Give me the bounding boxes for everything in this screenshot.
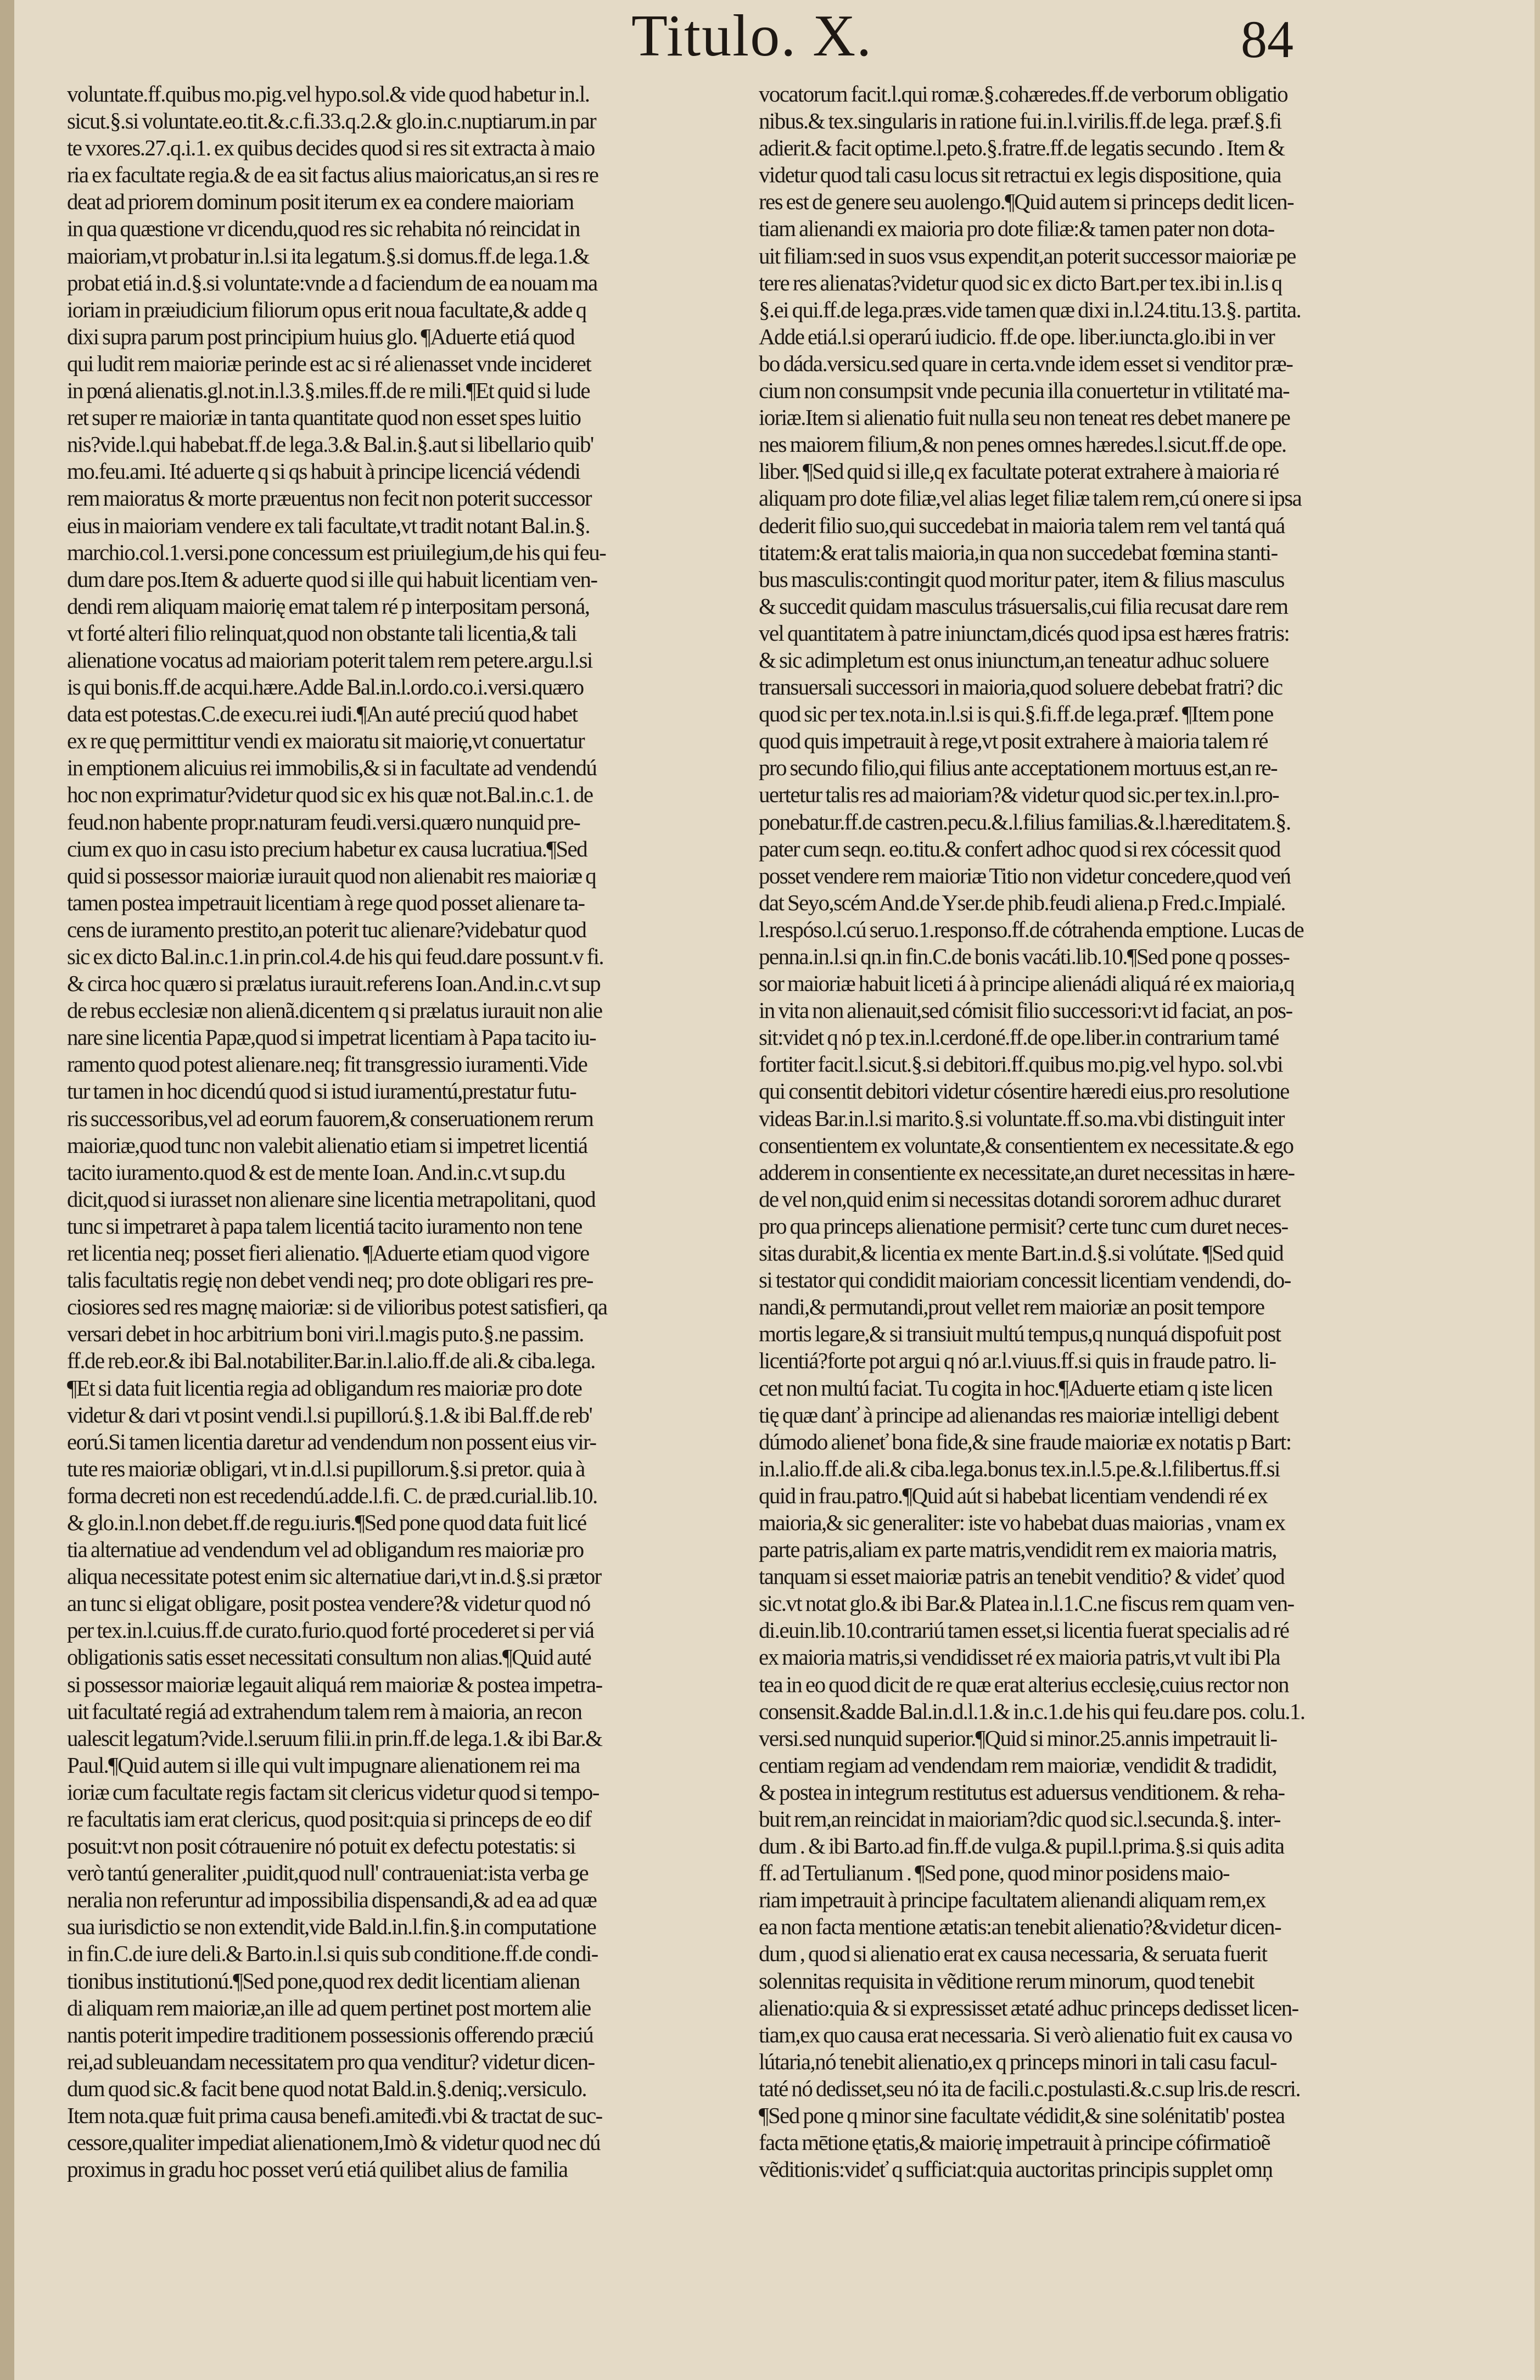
text-line: ex maioria matris,si vendidisset ré ex maioria patris,vt vult ibi Pla <box>759 1644 1280 1670</box>
text-line: adierit.& facit optime.l.peto.§.fratre.ff.de legatis secundo . Item & <box>759 135 1285 161</box>
text-line: & postea in integrum restitutus est aduersus venditionem. & reha- <box>759 1779 1285 1805</box>
text-line: nandi,& permutandi,prout vellet rem maioriæ an posit tempore <box>759 1294 1264 1320</box>
text-line: de vel non,quid enim si necessitas dotandi sororem adhuc duraret <box>759 1186 1280 1212</box>
text-line: uit facultaté regiá ad extrahendum talem rem à maioria, an recon <box>67 1698 582 1724</box>
text-line: ioriam in præiudicium filiorum opus erit noua facultate,& adde q <box>67 296 586 322</box>
text-line: di.euin.lib.10.contrariú tamen esset,si licentia fuerat specialis ad ré <box>759 1617 1289 1643</box>
text-line: qui ludit rem maioriæ perinde est ac si ré alienasset vnde incideret <box>67 350 591 376</box>
text-line: sic ex dicto Bal.in.c.1.in prin.col.4.de his qui feud.dare possunt.v fi. <box>67 944 604 969</box>
text-line: l.respóso.l.cú seruo.1.responso.ff.de cótrahenda emptione. Lucas de <box>759 916 1304 942</box>
text-line: posset vendere rem maioriæ Titio non videtur concedere,quod veń <box>759 863 1291 888</box>
text-line: Paul.¶Quid autem si ille qui vult impugnare alienationem rei ma <box>67 1752 580 1778</box>
text-line: cens de iuramento prestito,an poterit tuc alienare?videbatur quod <box>67 916 586 942</box>
text-line: ff.de reb.eor.& ibi Bal.notabiliter.Bar.in.l.alio.ff.de ali.& ciba.lega. <box>67 1348 595 1374</box>
text-line: in fin.C.de iure deli.& Barto.in.l.si quis sub conditione.ff.de condi- <box>67 1941 598 1967</box>
text-line: in.l.alio.ff.de ali.& ciba.lega.bonus tex.in.l.5.pe.&.l.filibertus.ff.si <box>759 1455 1280 1481</box>
text-line: de rebus ecclesiæ non alienã.dicentem q si prælatus iurauit non alie <box>67 998 602 1023</box>
text-column-left <box>67 81 731 2183</box>
text-line: bo dáda.versicu.sed quare in certa.vnde idem esset si venditor præ- <box>759 350 1293 376</box>
text-line: data est potestas.C.de execu.rei iudi.¶An auté preciú quod habet <box>67 701 578 727</box>
text-line: parte patris,aliam ex parte matris,vendidit rem ex maioria matris, <box>759 1537 1276 1563</box>
text-line: titatem:& erat talis maioria,in qua non succedebat fœmina stanti- <box>759 539 1278 565</box>
text-line: rem maioratus & morte præuentus non fecit non poterit successor <box>67 485 591 511</box>
text-line: cium ex quo in casu isto precium habetur ex causa lucratiua.¶Sed <box>67 836 587 861</box>
text-line: liber. ¶Sed quid si ille,q ex facultate poterat extrahere à maioria ré <box>759 458 1279 484</box>
text-line: dendi rem aliquam maiorię emat talem ré p interpositam personá, <box>67 593 590 619</box>
text-line: sua iurisdictio se non extendit,vide Bald.in.l.fin.§.in computatione <box>67 1914 596 1940</box>
text-line: is qui bonis.ff.de acqui.hære.Adde Bal.in.l.ordo.co.i.versi.quæro <box>67 674 584 700</box>
text-line: si possessor maioriæ legauit aliquá rem maioriæ & postea impetra- <box>67 1671 602 1697</box>
text-line: ea non facta mentione ætatis:an tenebit alienatio?&videtur dicen- <box>759 1914 1281 1940</box>
text-line: eius in maioriam vendere ex tali facultate,vt tradit notant Bal.in.§. <box>67 512 590 538</box>
text-line: verò tantú generaliter ,puidit,quod null' contraueniat:ista verba ge <box>67 1860 589 1886</box>
text-line: pater cum seqn. eo.titu.& confert adhoc quod si rex cócessit quod <box>759 836 1280 861</box>
text-line: fortiter facit.l.sicut.§.si debitori.ff.quibus mo.pig.vel hypo. sol.vbi <box>759 1051 1283 1077</box>
text-line: sor maioriæ habuit liceti á à principe alienádi aliquá ré ex maioria,q <box>759 971 1294 996</box>
text-line: obligationis satis esset necessitati consultum non alias.¶Quid auté <box>67 1644 591 1670</box>
text-line: sic.vt notat glo.& ibi Bar.& Platea in.l.1.C.ne fiscus rem quam ven- <box>759 1591 1294 1616</box>
binding-edge <box>0 0 14 2380</box>
text-line: ¶Sed pone q minor sine facultate védidit,& sine solénitatib' postea <box>759 2103 1285 2129</box>
text-line: penna.in.l.si qn.in fin.C.de bonis vacáti.lib.10.¶Sed pone q posses- <box>759 944 1290 969</box>
text-line: nare sine licentia Papæ,quod si impetrat licentiam à Papa tacito iu- <box>67 1024 596 1050</box>
text-line: tacito iuramento.quod & est de mente Ioan. And.in.c.vt sup.du <box>67 1159 565 1185</box>
text-line: ualescit legatum?vide.l.seruum filii.in prin.ff.de lega.1.& ibi Bar.& <box>67 1725 602 1751</box>
text-line: mo.feu.ami. Ité aduerte q si qs habuit à principe licenciá védendi <box>67 458 580 484</box>
text-line: uit filiam:sed in suos vsus expendit,an poterit successor maioriæ pe <box>759 243 1296 268</box>
text-line: dúmodo alieneť bona fide,& sine fraude maioriæ ex notatis p Bart: <box>759 1429 1291 1454</box>
running-title: Titulo. X. <box>631 3 873 69</box>
text-line: nes maiorem filium,& non penes omnes hæredes.l.sicut.ff.de ope. <box>759 432 1286 457</box>
page-header <box>631 3 1455 69</box>
text-line: consentientem ex voluntate,& consentientem ex necessitate.& ego <box>759 1132 1293 1158</box>
text-line: si testator qui condidit maioriam concessit licentiam vendendi, do- <box>759 1267 1291 1293</box>
text-line: ria ex facultate regia.& de ea sit factus alius maioricatus,an si res re <box>67 162 598 188</box>
text-line: tiam,ex quo causa erat necessaria. Si verò alienatio fuit ex causa vo <box>759 2021 1292 2047</box>
text-line: deat ad priorem dominum posit iterum ex ea condere maioriam <box>67 189 574 215</box>
text-line: alienatione vocatus ad maioriam poterit talem rem petere.argu.l.si <box>67 647 592 673</box>
text-line: forma decreti non est recedendú.adde.l.fi. C. de præd.curial.lib.10. <box>67 1482 597 1508</box>
text-line: ff. ad Tertulianum . ¶Sed pone, quod minor posidens maio- <box>759 1860 1229 1886</box>
text-line: tea in eo quod dicit de re quæ erat alterius ecclesię,cuius rector non <box>759 1671 1289 1697</box>
text-line: tunc si impetraret à papa talem licentiá tacito iuramento non tene <box>67 1213 582 1239</box>
text-line: quod sic per tex.nota.in.l.si is qui.§.fi.ff.de lega.præf. ¶Item pone <box>759 701 1273 727</box>
text-line: pro qua princeps alienatione permisit? certe tunc cum duret neces- <box>759 1213 1288 1239</box>
text-line: tiam alienandi ex maioria pro dote filiæ:& tamen pater non dota- <box>759 216 1274 242</box>
text-line: ris successoribus,vel ad eorum fauorem,& conseruationem rerum <box>67 1105 593 1131</box>
text-line: tute res maioriæ obligari, vt in.d.l.si pupillorum.§.si pretor. quia à <box>67 1455 585 1481</box>
text-line: versari debet in hoc arbitrium boni viri.l.magis puto.§.ne passim. <box>67 1321 584 1347</box>
text-line: tur tamen in hoc dicendú quod si istud iuramentú,prestatur futu- <box>67 1078 576 1104</box>
text-line: bus masculis:contingit quod moritur pater, item & filius masculus <box>759 566 1284 592</box>
text-line: res est de genere seu auolengo.¶Quid autem si princeps dedit licen- <box>759 189 1294 215</box>
text-line: vel quantitatem à patre iniunctam,dicés quod ipsa est hæres fratris: <box>759 620 1290 646</box>
text-line: maioriam,vt probatur in.l.si ita legatum.§.si domus.ff.de lega.1.& <box>67 243 589 268</box>
text-line: tamen postea impetrauit licentiam à rege quod posset alienare ta- <box>67 889 585 915</box>
text-line: hoc non exprimatur?videtur quod sic ex his quæ not.Bal.in.c.1. de <box>67 782 593 808</box>
text-line: in vita non alienauit,sed cómisit filio successori:vt id faciat, an pos- <box>759 998 1292 1023</box>
text-line: sicut.§.si voluntate.eo.tit.&.c.fi.33.q.2.& glo.in.c.nuptiarum.in par <box>67 108 596 134</box>
text-line: tanquam si esset maioriæ patris an tenebit venditio? & videť quod <box>759 1564 1285 1589</box>
text-line: rei,ad subleuandam necessitatem pro qua venditur? videtur dicen- <box>67 2048 595 2074</box>
text-line: tionibus institutionú.¶Sed pone,quod rex dedit licentiam alienan <box>67 1968 580 1993</box>
text-line: lútaria,nó tenebit alienatio,ex q princeps minori in tali casu facul- <box>759 2048 1276 2074</box>
text-line: mortis legare,& si transiuit multú tempus,q nunquá dispofuit post <box>759 1321 1281 1347</box>
text-line: eorú.Si tamen licentia daretur ad vendendum non possent eius vir- <box>67 1429 596 1454</box>
text-line: sit:videt q nó p tex.in.l.cerdoné.ff.de ope.liber.in contrarium tamé <box>759 1024 1279 1050</box>
text-line: versi.sed nunquid superior.¶Quid si minor.25.annis impetrauit li- <box>759 1725 1277 1751</box>
text-line: vẽditionis:videť q sufficiat:quia auctoritas principis supplet omņ <box>759 2157 1273 2182</box>
text-line: re facultatis iam erat clericus, quod posit:quia si princeps de eo dif <box>67 1806 591 1832</box>
text-line: uertetur talis res ad maioriam?& videtur quod sic.per tex.in.l.pro- <box>759 782 1279 808</box>
text-line: tia alternatiue ad vendendum vel ad obligandum res maioriæ pro <box>67 1537 584 1563</box>
text-line: voluntate.ff.quibus mo.pig.vel hypo.sol.& vide quod habetur in.l. <box>67 81 590 107</box>
text-line: ciosiores sed res magnę maioriæ: si de vilioribus potest satisfieri, qa <box>67 1294 607 1320</box>
text-line: & circa hoc quæro si prælatus iurauit.referens Ioan.And.in.c.vt sup <box>67 971 600 996</box>
text-line: an tunc si eligat obligare, posit postea vendere?& videtur quod nó <box>67 1591 590 1616</box>
text-line: aliquam pro dote filiæ,vel alias leget filiæ talem rem,cú onere si ipsa <box>759 485 1302 511</box>
text-line: tere res alienatas?videtur quod sic ex dicto Bart.per tex.ibi in.l.is q <box>759 270 1282 295</box>
text-line: tię quæ danť à principe ad alienandas res maioriæ intelligi debent <box>759 1402 1279 1427</box>
text-line: nis?vide.l.qui habebat.ff.de lega.3.& Bal.in.§.aut si libellario quib' <box>67 432 593 457</box>
text-line: Item nota.quæ fuit prima causa benefi.amiteđi.vbi & tractat de suc- <box>67 2103 602 2129</box>
page-edge <box>1535 0 1540 2380</box>
text-line: sitas durabit,& licentia ex mente Bart.in.d.§.si volútate. ¶Sed quid <box>759 1240 1284 1266</box>
text-line: ret licentia neq; posset fieri alienatio. ¶Aduerte etiam quod vigore <box>67 1240 589 1266</box>
text-line: te vxores.27.q.i.1. ex quibus decides quod si res sit extracta à maio <box>67 135 595 161</box>
text-line: maioriæ,quod tunc non valebit alienatio etiam si impetret licentiá <box>67 1132 587 1158</box>
text-line: aliqua necessitate potest enim sic alternatiue dari,vt in.d.§.si prætor <box>67 1564 601 1589</box>
text-line: solennitas requisita in vẽditione rerum minorum, quod tenebit <box>759 1968 1254 1993</box>
text-line: transuersali successori in maioria,quod soluere debebat fratri? dic <box>759 674 1283 700</box>
text-line: posuit:vt non posit cótrauenire nó potuit ex defectu potestatis: si <box>67 1833 575 1859</box>
text-line: per tex.in.l.cuius.ff.de curato.furio.quod forté procederet si per viá <box>67 1617 594 1643</box>
text-line: centiam regiam ad vendendam rem maioriæ, vendidit & tradidit, <box>759 1752 1276 1778</box>
text-line: videtur & dari vt posint vendi.l.si pupillorú.§.1.& ibi Bal.ff.de reb' <box>67 1402 592 1427</box>
text-line: neralia non referuntur ad impossibilia dispensandi,& ad ea ad quæ <box>67 1887 597 1913</box>
text-line: quid si possessor maioriæ iurauit quod non alienabit res maioriæ q <box>67 863 596 888</box>
text-line: dum quod sic.& facit bene quod notat Bald.in.§.deniq;.versiculo. <box>67 2075 586 2101</box>
text-line: dixi supra parum post principium huius glo. ¶Aduerte etiá quod <box>67 323 574 349</box>
text-line: licentiá?forte pot argui q nó ar.l.viuus.ff.si quis in fraude patro. li- <box>759 1348 1276 1374</box>
text-line: dum , quod si alienatio erat ex causa necessaria, & seruata fuerit <box>759 1941 1267 1967</box>
text-line: pro secundo filio,qui filius ante acceptationem mortuus est,an re- <box>759 755 1278 781</box>
text-line: marchio.col.1.versi.pone concessum est priuilegium,de his qui feu- <box>67 539 606 565</box>
text-line: qui consentit debitori videtur cósentire hæredi eius.pro resolutione <box>759 1078 1289 1104</box>
text-line: riam impetrauit à principe facultatem alienandi aliquam rem,ex <box>759 1887 1265 1913</box>
text-line: maioria,& sic generaliter: iste vo habebat duas maiorias , vnam ex <box>759 1509 1285 1535</box>
text-line: dat Seyo,scém And.de Yser.de phib.feudi aliena.p Fred.c.Impialé. <box>759 889 1285 915</box>
text-line: nantis poterit impedire traditionem possessionis offerendo præciú <box>67 2021 593 2047</box>
text-line: quod quis impetrauit à rege,vt posit extrahere à maioria talem ré <box>759 728 1268 754</box>
text-line: proximus in gradu hoc posset verú etiá quilibet alius de familia <box>67 2157 568 2182</box>
text-line: dum dare pos.Item & aduerte quod si ille qui habuit licentiam ven- <box>67 566 597 592</box>
text-line: probat etiá in.d.§.si voluntate:vnde a d faciendum de ea nouam ma <box>67 270 597 295</box>
text-line: cessore,qualiter impediat alienationem,Imò & videtur quod nec dú <box>67 2130 600 2155</box>
text-line: ramento quod potest alienare.neq; fit transgressio iuramenti.Vide <box>67 1051 587 1077</box>
text-line: Adde etiá.l.si operarú iudicio. ff.de ope. liber.iuncta.glo.ibi in ver <box>759 323 1275 349</box>
text-line: ioriæ.Item si alienatio fuit nulla seu non teneat res debet manere pe <box>759 405 1290 430</box>
text-line: in emptionem alicuius rei immobilis,& si in facultate ad vendendú <box>67 755 597 781</box>
folio-number: 84 <box>1241 10 1293 69</box>
text-line: feud.non habente propr.naturam feudi.versi.quæro nunquid pre- <box>67 809 580 835</box>
text-column-right <box>759 81 1418 2183</box>
text-line: dicit,quod si iurasset non alienare sine licentia metrapolitani, quod <box>67 1186 596 1212</box>
text-line: ex re quę permittitur vendi ex maioratu sit maiorię,vt conuertatur <box>67 728 585 754</box>
text-line: taté nó dedisset,seu nó ita de facili.c.postulasti.&.c.sup lris.de rescri. <box>759 2075 1300 2101</box>
text-line: ponebatur.ff.de castren.pecu.&.l.filius familias.&.l.hæreditatem.§. <box>759 809 1291 835</box>
text-line: vt forté alteri filio relinquat,quod non obstante tali licentia,& tali <box>67 620 576 646</box>
text-line: & sic adimpletum est onus iniunctum,an teneatur adhuc soluere <box>759 647 1269 673</box>
text-line: nibus.& tex.singularis in ratione fui.in.l.virilis.ff.de lega. præf.§.fi <box>759 108 1281 134</box>
text-line: alienatio:quia & si expressisset ætaté adhuc princeps dedisset licen- <box>759 1995 1298 2020</box>
text-line: in pœná alienatis.gl.not.in.l.3.§.miles.ff.de re mili.¶Et quid si lude <box>67 378 590 404</box>
text-line: vocatorum facit.l.qui romæ.§.cohæredes.ff.de verborum obligatio <box>759 81 1288 107</box>
text-line: buit rem,an reincidat in maioriam?dic quod sic.l.secunda.§. inter- <box>759 1806 1280 1832</box>
text-line: §.ei qui.ff.de lega.præs.vide tamen quæ dixi in.l.24.titu.13.§. partita. <box>759 296 1301 322</box>
text-line: in qua quæstione vr dicendu,quod res sic rehabita nó reincidat in <box>67 216 580 242</box>
text-line: dederit filio suo,qui succedebat in maioria talem rem vel tantá quá <box>759 512 1285 538</box>
text-line: ¶Et si data fuit licentia regia ad obligandum res maioriæ pro dote <box>67 1375 582 1401</box>
text-line: cet non multú faciat. Tu cogita in hoc.¶Aduerte etiam q iste licen <box>759 1375 1273 1401</box>
text-line: & succedit quidam masculus trásuersalis,cui filia recusat dare rem <box>759 593 1288 619</box>
text-line: quid in frau.patro.¶Quid aút si habebat licentiam vendendi ré ex <box>759 1482 1268 1508</box>
text-line: ret super re maioriæ in tanta quantitate quod non esset spes luitio <box>67 405 581 430</box>
text-line: talis facultatis regię non debet vendi neq; pro dote obligari res pre- <box>67 1267 593 1293</box>
text-line: di aliquam rem maioriæ,an ille ad quem pertinet post mortem alie <box>67 1995 591 2020</box>
text-line: ioriæ cum facultate regis factam sit clericus videtur quod si tempo- <box>67 1779 599 1805</box>
text-line: consensit.&adde Bal.in.d.l.1.& in.c.1.de his qui feu.dare pos. colu.1. <box>759 1698 1305 1724</box>
text-line: dum . & ibi Barto.ad fin.ff.de vulga.& pupil.l.prima.§.si quis adita <box>759 1833 1284 1859</box>
text-line: adderem in consentiente ex necessitate,an duret necessitas in hære- <box>759 1159 1295 1185</box>
text-line: & glo.in.l.non debet.ff.de regu.iuris.¶Sed pone quod data fuit licé <box>67 1509 586 1535</box>
text-line: videas Bar.in.l.si marito.§.si voluntate.ff.so.ma.vbi distinguit inter <box>759 1105 1284 1131</box>
text-line: cium non consumpsit vnde pecunia illa conuertetur in vtilitaté ma- <box>759 378 1290 404</box>
text-line: facta mētione ętatis,& maiorię impetrauit à principe cófirmatioẽ <box>759 2130 1270 2155</box>
text-line: videtur quod tali casu locus sit retractui ex legis dispositione, quia <box>759 162 1281 188</box>
